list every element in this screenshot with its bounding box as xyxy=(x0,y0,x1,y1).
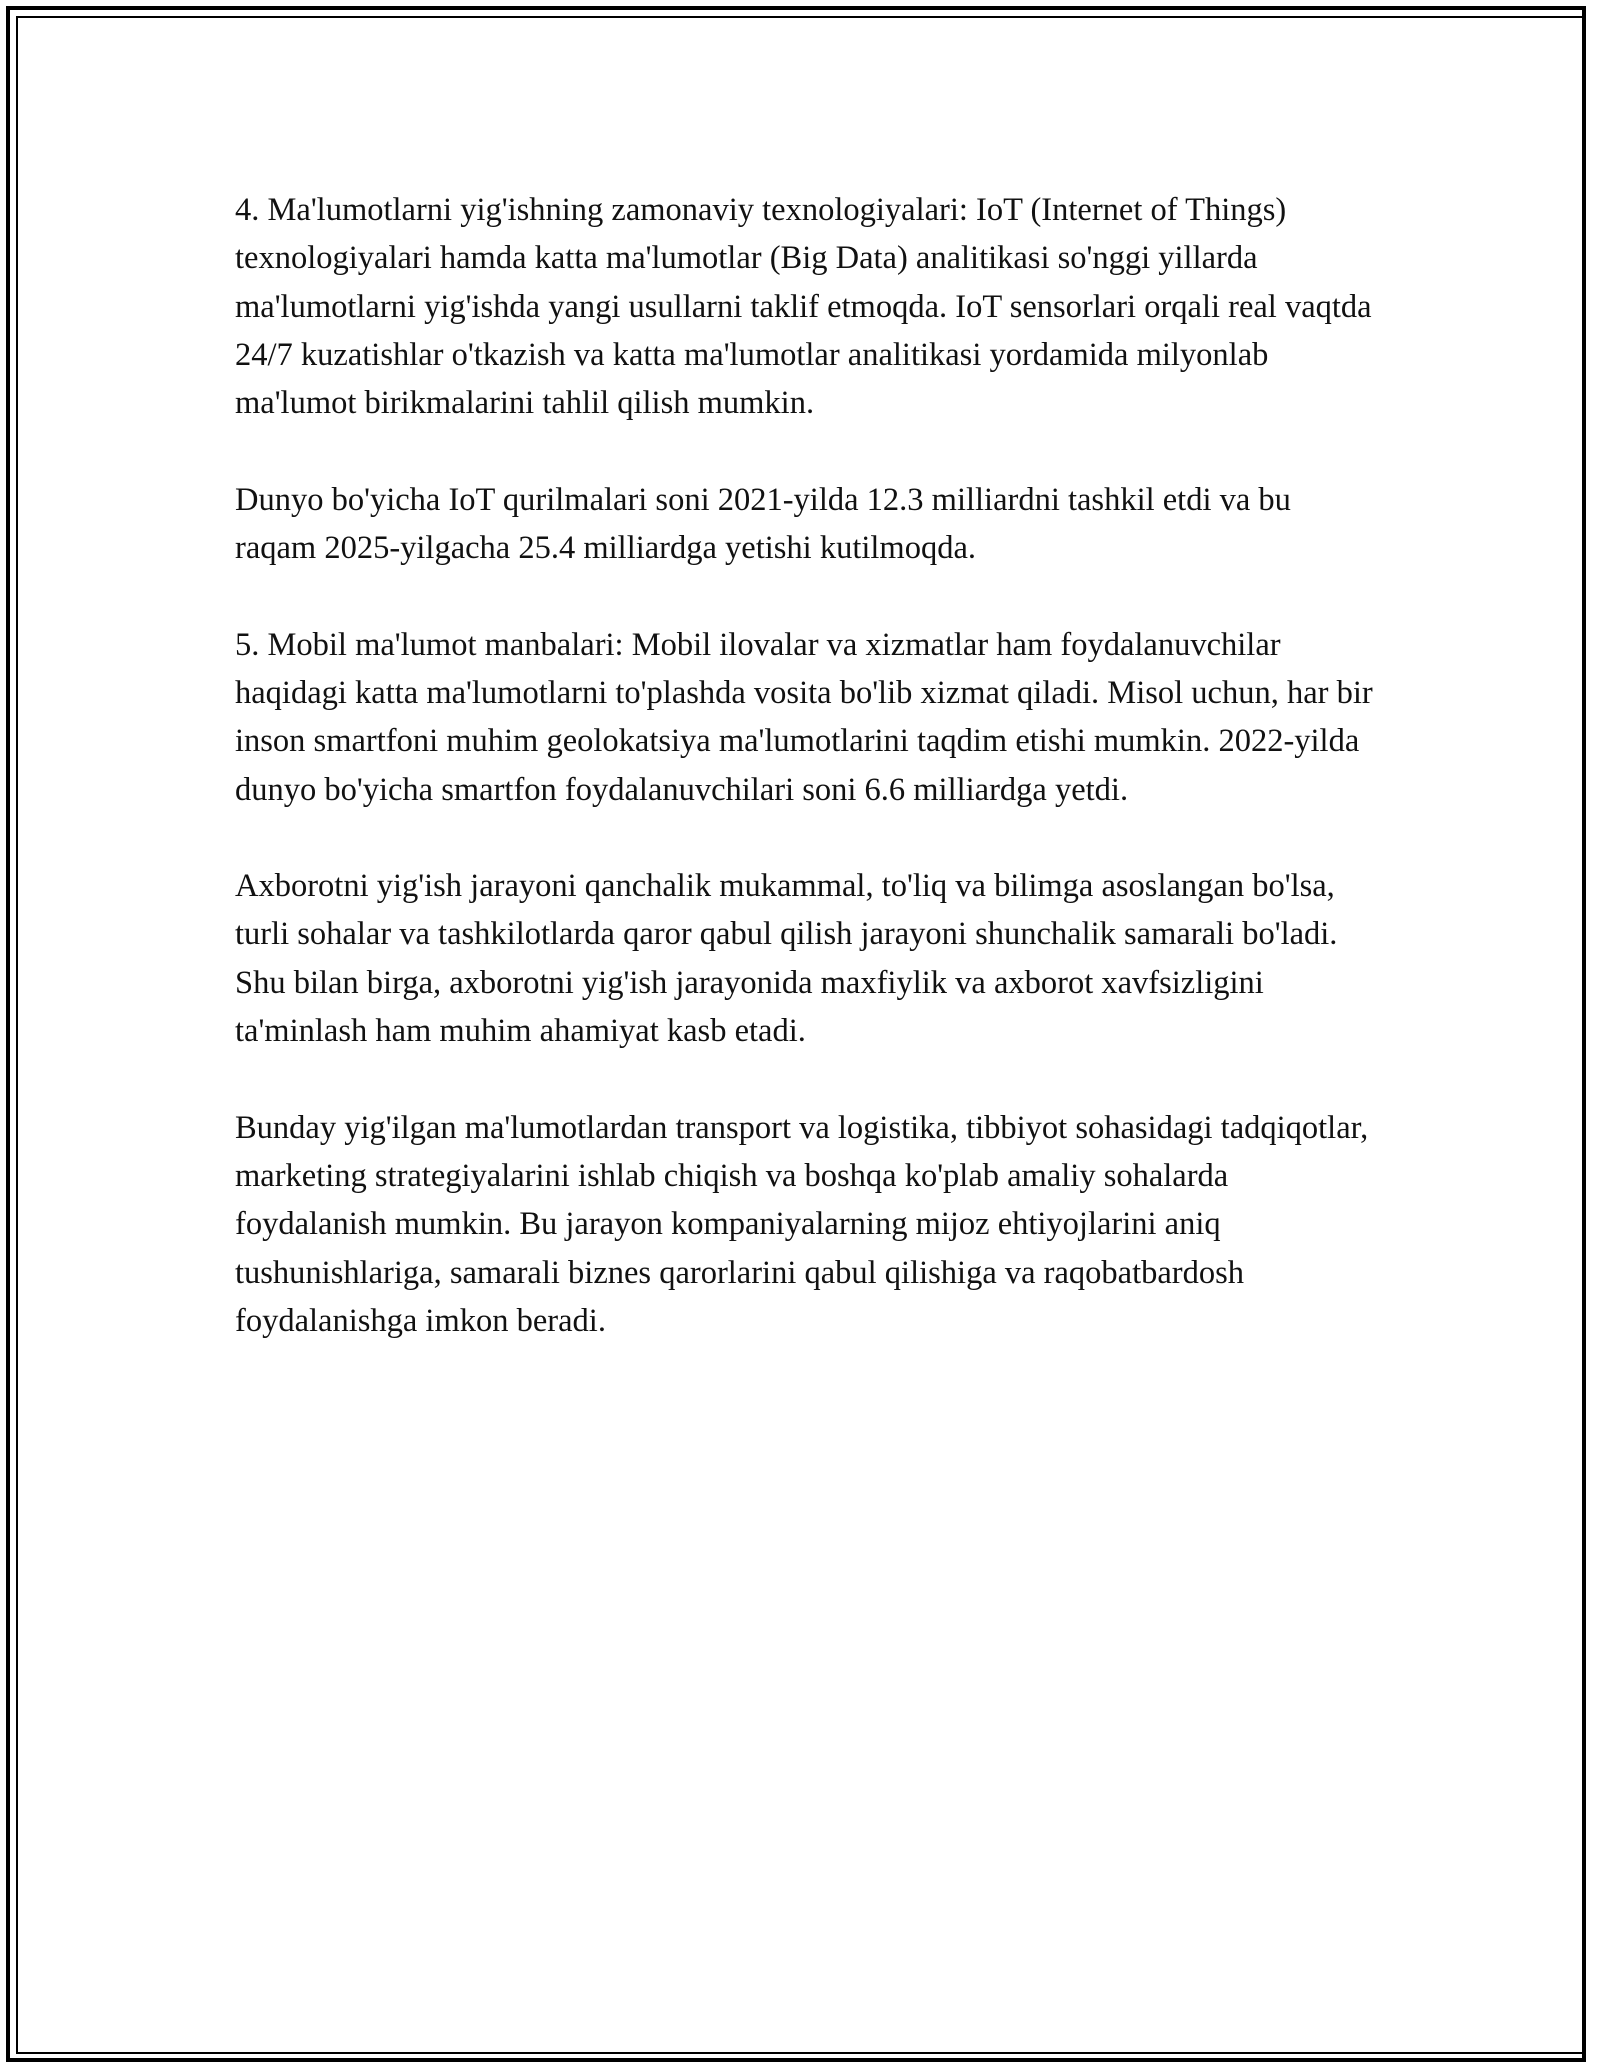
paragraph-collection-process: Axborotni yig'ish jarayoni qanchalik mukammal, to'liq va bilimga asoslangan bo'lsa, turli sohalar va tashkilotlarda qaror qabul qilish jarayoni shunchalik samarali bo'ladi. Shu bilan birga, axborotni yig'ish jarayonida maxfiylik va axborot xavfsizligini ta'minlash ham muhim ahamiyat kasb etadi. xyxy=(235,868,1338,1050)
paragraph-iot-technologies: 4. Ma'lumotlarni yig'ishning zamonaviy texnologiyalari: IoT (Internet of Things) texnologiyalari hamda katta ma'lumotlar (Big Data) analitikasi so'nggi yillarda ma'lumotlarni yig'ishda yangi usullarni taklif etmoqda. IoT sensorlari orqali real vaqtda 24/7 kuzatishlar o'tkazish va katta ma'lumotlar analitikasi yordamida milyonlab ma'lumot birikmalarini tahlil qilish mumkin. xyxy=(235,192,1372,422)
paragraph-applications: Bunday yig'ilgan ma'lumotlardan transport va logistika, tibbiyot sohasidagi tadqiqotlar, marketing strategiyalarini ishlab chiqish va boshqa ko'plab amaliy sohalarda foydalanish mumkin. Bu jarayon kompaniyalarning mijoz ehtiyojlarini aniq tushunishlariga, samarali biznes qarorlarini qabul qilishiga va raqobatbardosh foydalanishga imkon beradi. xyxy=(235,1109,1369,1339)
paragraph-iot-devices-count: Dunyo bo'yicha IoT qurilmalari soni 2021-yilda 12.3 milliardni tashkil etdi va bu raqam 2025-yilgacha 25.4 milliardga yetishi kutilmoqda. xyxy=(235,481,1291,567)
document-body xyxy=(235,186,1375,1393)
paragraph-mobile-sources: 5. Mobil ma'lumot manbalari: Mobil ilovalar va xizmatlar ham foydalanuvchilar haqidagi katta ma'lumotlarni to'plashda vosita bo'lib xizmat qiladi. Misol uchun, har bir inson smartfoni muhim geolokatsiya ma'lumotlarini taqdim etishi mumkin. 2022-yilda dunyo bo'yicha smartfon foydalanuvchilari soni 6.6 milliardga yetdi. xyxy=(235,626,1373,808)
